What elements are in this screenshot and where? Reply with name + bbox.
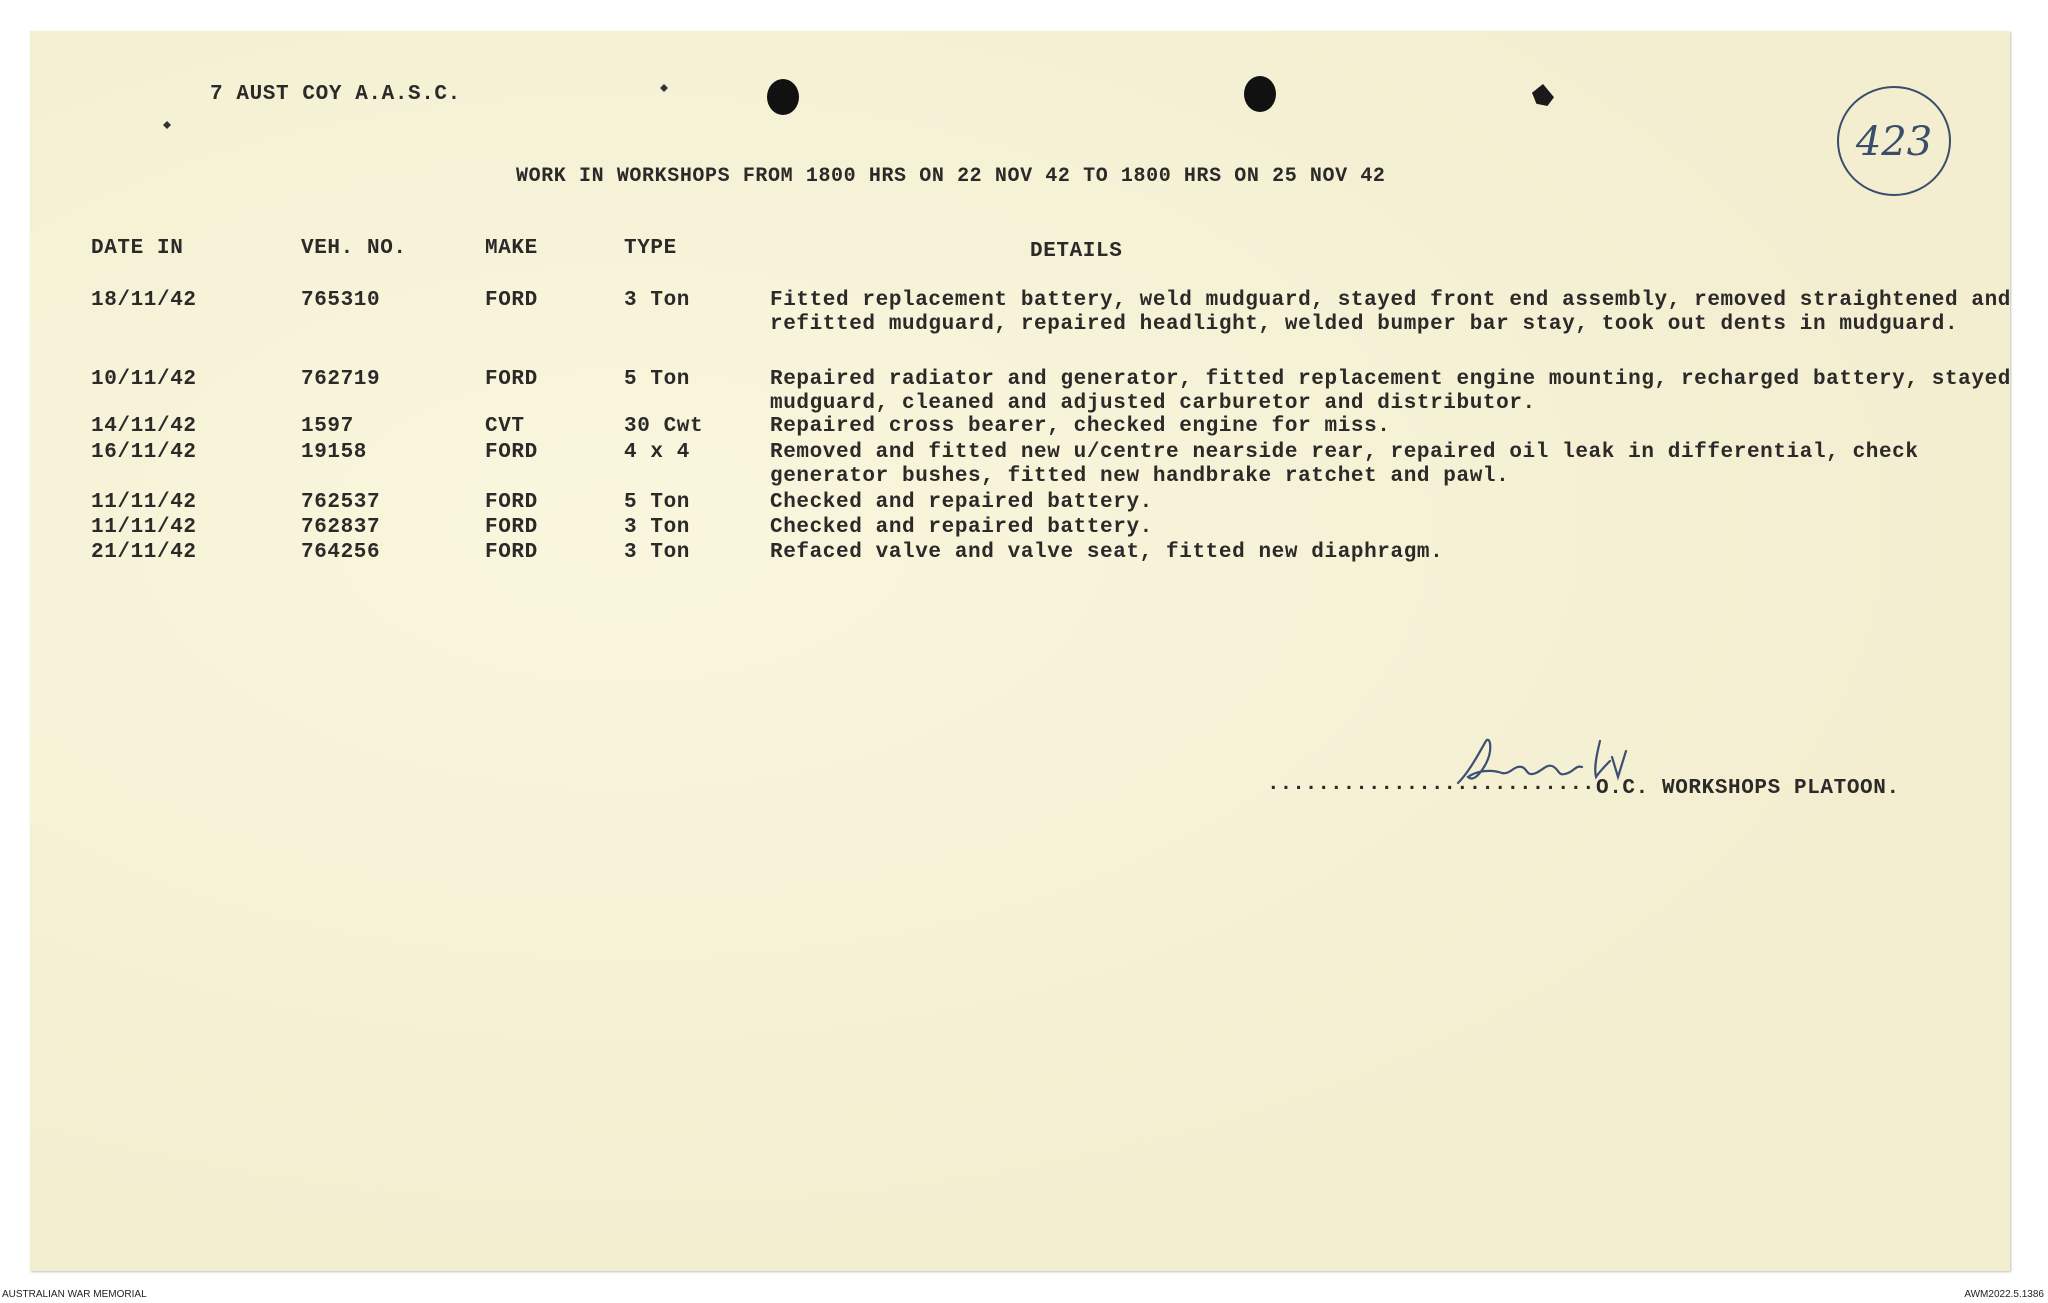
row-make: FORD — [485, 541, 538, 564]
row-make: CVT — [485, 415, 525, 438]
table-row — [30, 541, 2010, 565]
archive-footer-right: AWM2022.5.1386 — [1964, 1289, 2044, 1300]
punch-hole-right — [1244, 76, 1276, 112]
row-vehicle-number: 762837 — [301, 516, 381, 539]
column-header-type: TYPE — [624, 237, 677, 260]
document-page — [30, 31, 2010, 1271]
row-details: Removed and fitted new u/centre nearside rear, repaired oil leak in differential, check generator bushes, fitted new handbrake ratchet and pawl. — [770, 441, 1919, 488]
row-type: 3 Ton — [624, 289, 691, 312]
row-type: 3 Ton — [624, 516, 691, 539]
row-vehicle-number: 762719 — [301, 368, 381, 391]
row-type: 5 Ton — [624, 368, 691, 391]
row-vehicle-number: 19158 — [301, 441, 368, 464]
pin-mark — [660, 84, 668, 92]
row-make: FORD — [485, 441, 538, 464]
row-make: FORD — [485, 491, 538, 514]
unit-name: 7 AUST COY A.A.S.C. — [210, 83, 461, 106]
page-title: WORK IN WORKSHOPS FROM 1800 HRS ON 22 NOV 42 TO 1800 HRS ON 25 NOV 42 — [516, 165, 1386, 188]
column-header-make: MAKE — [485, 237, 538, 260]
row-details: Refaced valve and valve seat, fitted new diaphragm. — [770, 541, 1444, 564]
row-type: 4 x 4 — [624, 441, 691, 464]
table-row — [30, 491, 2010, 515]
row-date: 18/11/42 — [91, 289, 197, 312]
archive-footer-left: AUSTRALIAN WAR MEMORIAL — [2, 1289, 147, 1300]
row-vehicle-number: 762537 — [301, 491, 381, 514]
folio-number: 423 — [1855, 119, 1933, 165]
row-date: 14/11/42 — [91, 415, 197, 438]
row-vehicle-number: 764256 — [301, 541, 381, 564]
row-type: 3 Ton — [624, 541, 691, 564]
row-details: Repaired cross bearer, checked engine for miss. — [770, 415, 1391, 438]
punch-hole-left — [767, 79, 799, 115]
table-row — [30, 415, 2010, 439]
pin-mark — [163, 121, 171, 129]
column-header-vehicle: VEH. NO. — [301, 237, 407, 260]
row-details: Fitted replacement battery, weld mudguard, stayed front end assembly, removed straightened and refitted mudguard, repaired headlight, welded bumper bar stay, took out dents in mudguard. — [770, 289, 2011, 336]
column-header-date: DATE IN — [91, 237, 184, 260]
row-type: 30 Cwt — [624, 415, 704, 438]
row-make: FORD — [485, 289, 538, 312]
row-make: FORD — [485, 516, 538, 539]
row-date: 11/11/42 — [91, 491, 197, 514]
row-date: 10/11/42 — [91, 368, 197, 391]
row-details: Checked and repaired battery. — [770, 516, 1153, 539]
row-vehicle-number: 1597 — [301, 415, 354, 438]
row-make: FORD — [485, 368, 538, 391]
row-details: Checked and repaired battery. — [770, 491, 1153, 514]
table-row — [30, 368, 2011, 415]
row-vehicle-number: 765310 — [301, 289, 381, 312]
torn-hole — [1532, 84, 1554, 106]
row-details: Repaired radiator and generator, fitted replacement engine mounting, recharged battery, stayed mudguard, cleaned and adjusted carburetor and distributor. — [770, 368, 2011, 415]
row-date: 16/11/42 — [91, 441, 197, 464]
row-type: 5 Ton — [624, 491, 691, 514]
folio-circle — [1834, 79, 1956, 199]
signature-title: O.C. WORKSHOPS PLATOON. — [1596, 777, 1900, 800]
table-row — [30, 289, 2011, 336]
row-date: 21/11/42 — [91, 541, 197, 564]
signature-line: .......................... — [1267, 773, 1595, 796]
row-date: 11/11/42 — [91, 516, 197, 539]
table-row — [30, 441, 2010, 488]
table-row — [30, 516, 2010, 540]
column-header-details: DETAILS — [1030, 240, 1123, 263]
